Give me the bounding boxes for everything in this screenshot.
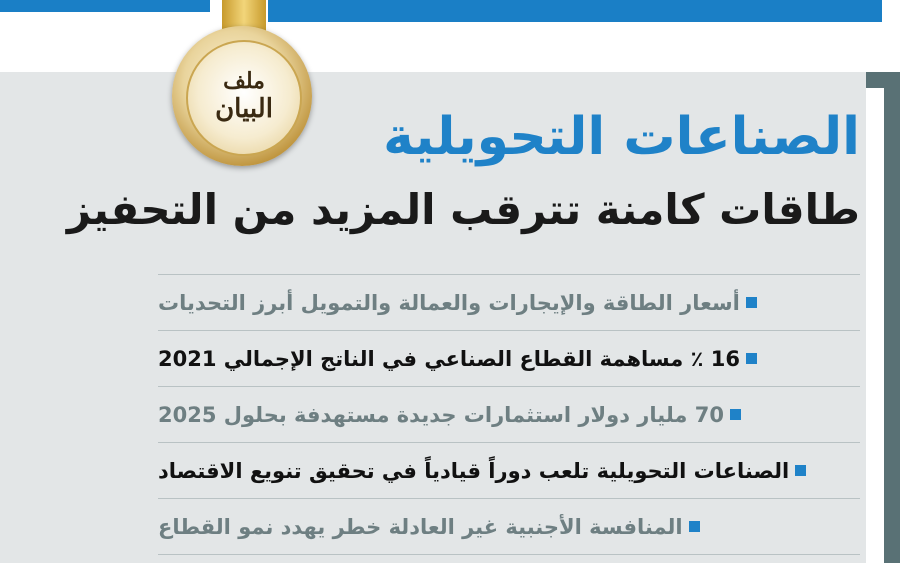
list-item-text: أسعار الطاقة والإيجارات والعمالة والتمويل أبرز التحديات [158,290,740,315]
list-item [158,443,860,499]
list-item-text: 70 مليار دولار استثمارات جديدة مستهدفة بحلول 2025 [158,402,724,427]
list-item [158,499,860,555]
headline: الصناعات التحويلية [383,107,860,167]
top-accent-band-left [0,0,210,12]
key-points-list [158,274,860,555]
list-item [158,331,860,387]
medal-face [186,40,302,156]
square-bullet-icon [746,297,757,308]
top-accent-band-edge [878,0,900,22]
list-item [158,275,860,331]
side-bracket [866,72,900,563]
square-bullet-icon [730,409,741,420]
bracket-side [884,72,900,563]
square-bullet-icon [689,521,700,532]
albayan-file-medal-logo [172,26,312,166]
list-item-text: 16 ٪ مساهمة القطاع الصناعي في الناتج الإجمالي 2021 [158,346,740,371]
square-bullet-icon [746,353,757,364]
medal-label-file: ملف [223,68,265,94]
list-item [158,387,860,443]
list-item-text: الصناعات التحويلية تلعب دوراً قيادياً في تحقيق تنويع الاقتصاد [158,458,790,483]
top-accent-band-right [268,0,900,22]
square-bullet-icon [795,465,806,476]
list-item-text: المنافسة الأجنبية غير العادلة خطر يهدد نمو القطاع [158,514,683,539]
subheadline: طاقات كامنة تترقب المزيد من التحفيز [66,185,860,234]
medal-label-albayan: البيان [215,94,273,124]
